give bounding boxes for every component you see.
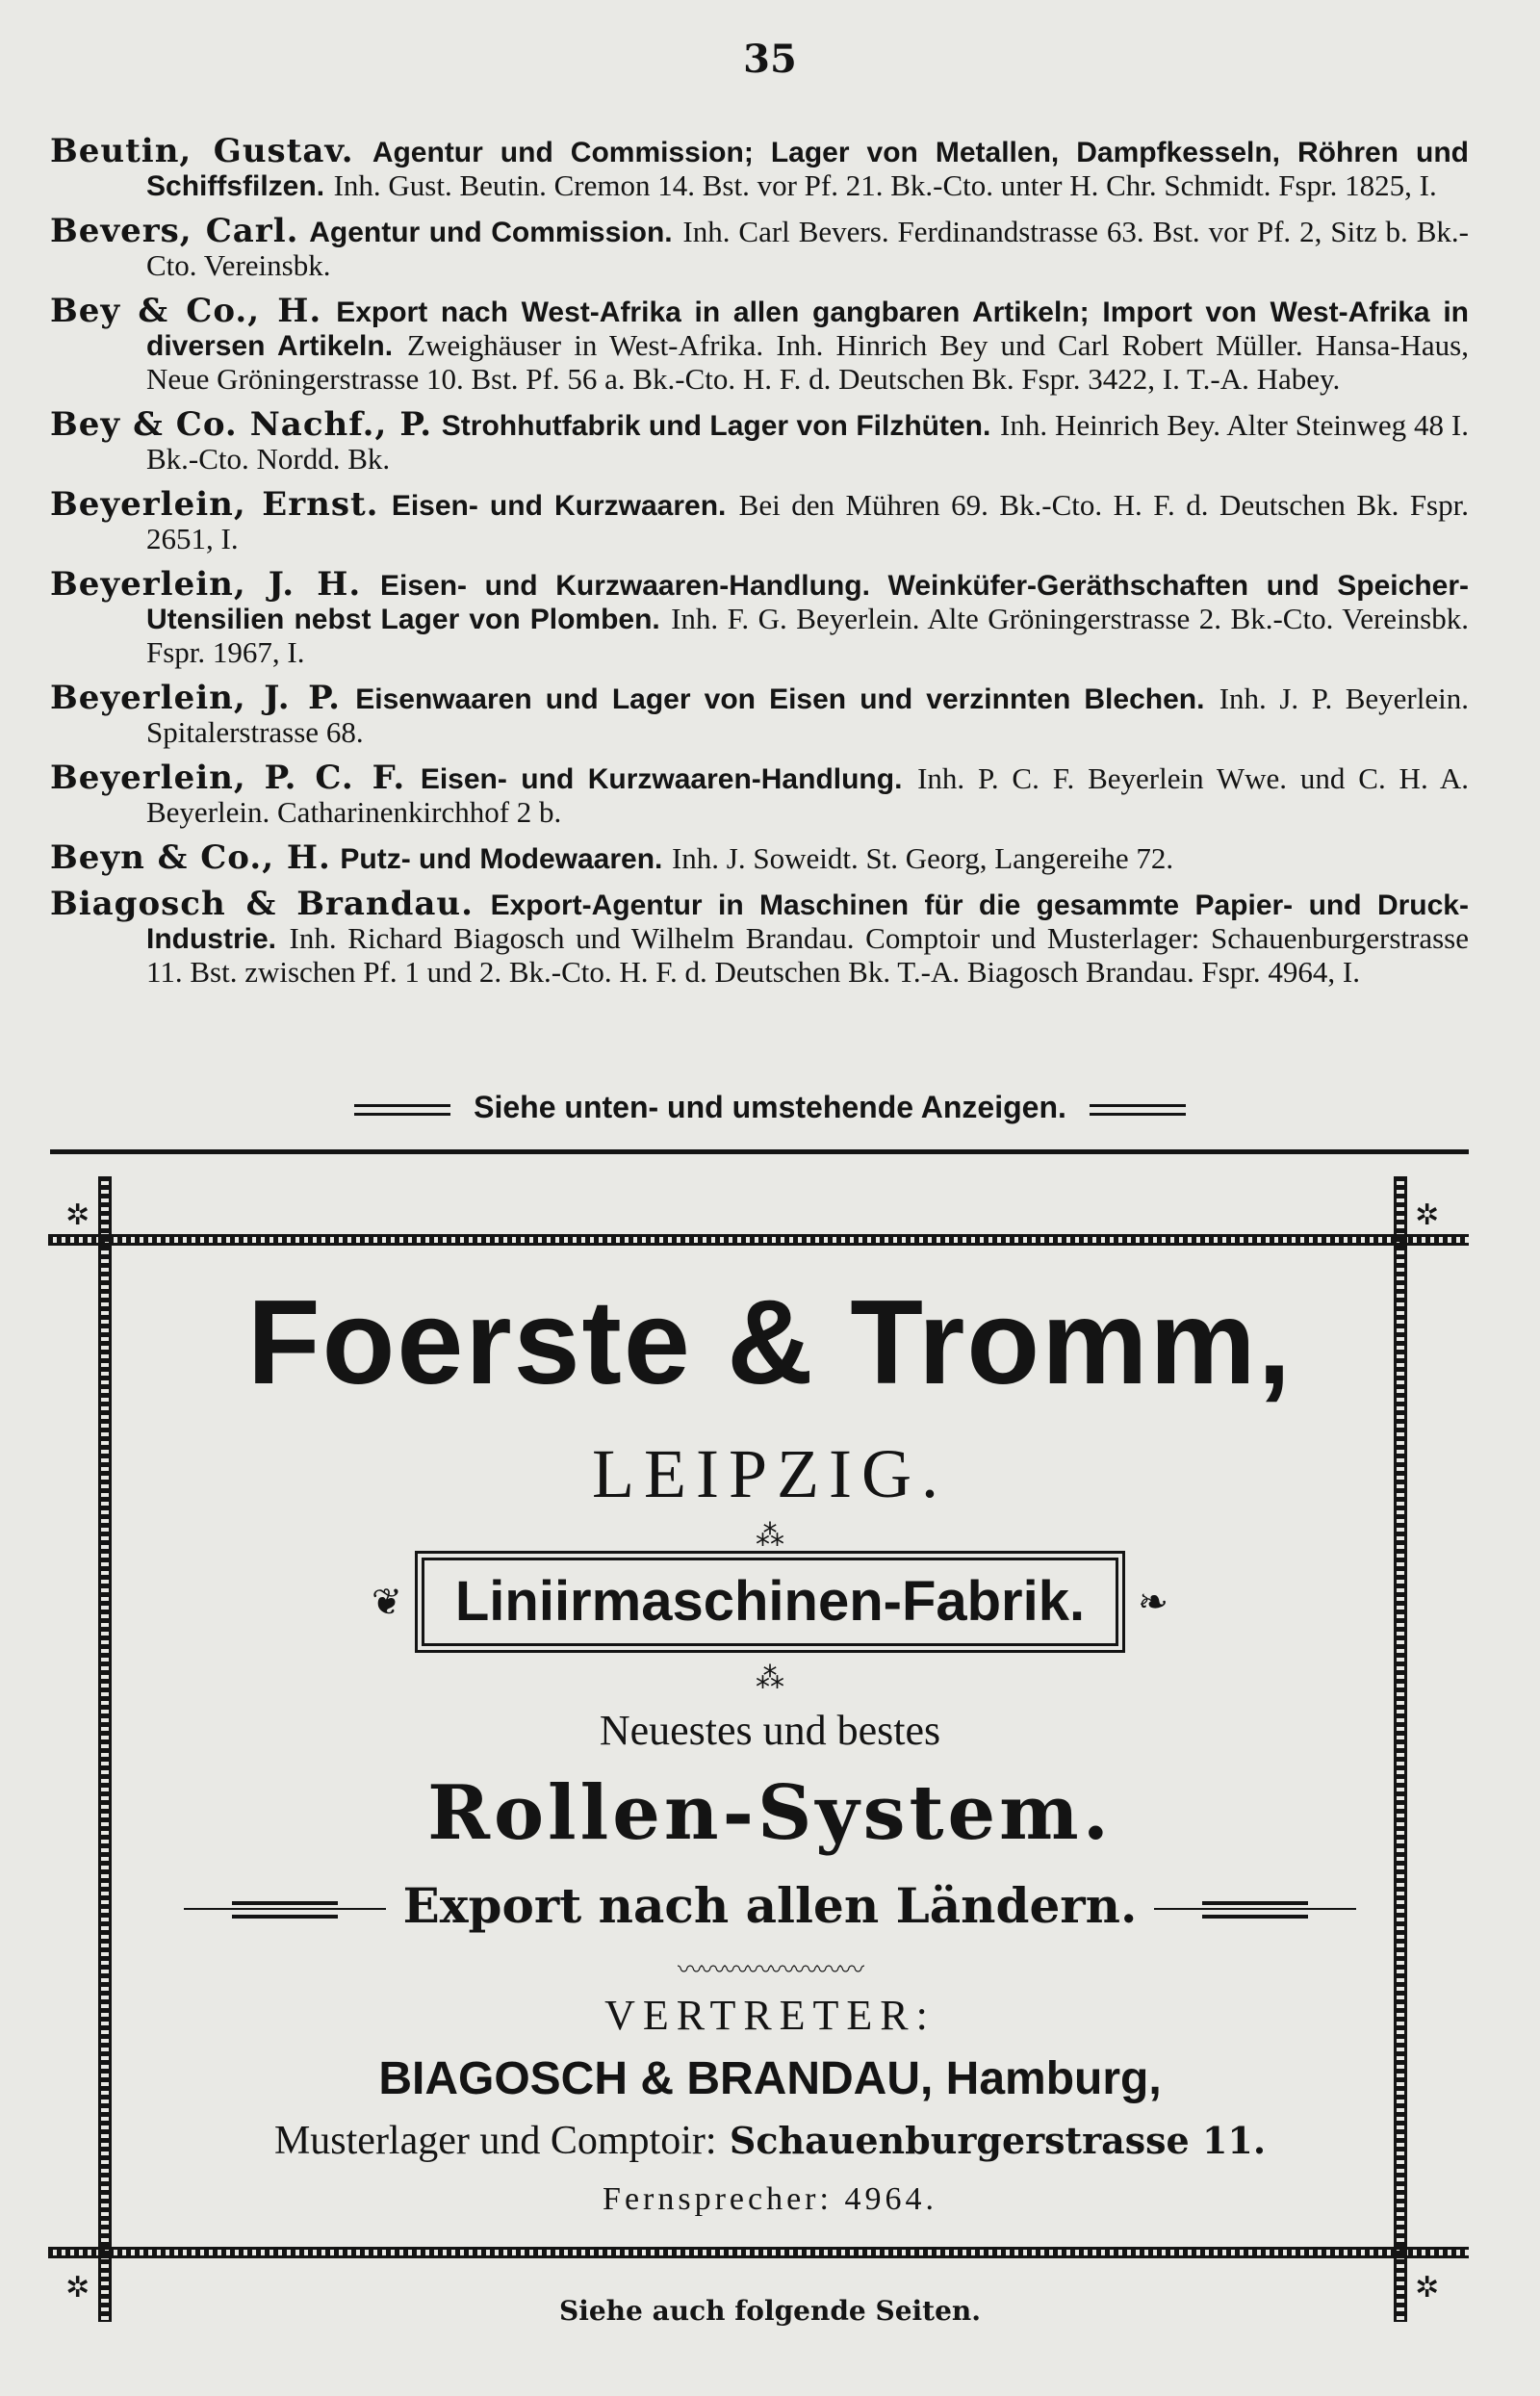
entry-details: Inh. Gust. Beutin. Cremon 14. Bst. vor Pf. 21. Bk.-Cto. unter H. Chr. Schmidt. Fspr. 1825, I. bbox=[333, 168, 1437, 202]
entry-details: Inh. F. G. Beyerlein. Alte Gröningerstrasse 2. Bk.-Cto. Vereinsbk. Fspr. 1967, I. bbox=[146, 602, 1469, 669]
entry-name: Beyerlein, J. P. bbox=[50, 679, 341, 717]
directory-entry bbox=[50, 838, 1469, 877]
entry-business: Export nach West-Afrika in allen gangbaren Artikeln; Import von West-Afrika in diversen Artikeln. bbox=[146, 296, 1469, 362]
entry-name: Beutin, Gustav. bbox=[50, 132, 354, 170]
ad-representative-name: BIAGOSCH & BRANDAU, Hamburg, bbox=[378, 2053, 1162, 2104]
section-divider bbox=[50, 1149, 1469, 1154]
entry-business: Putz- und Modewaaren. bbox=[340, 843, 663, 875]
ad-product-box: Liniirmaschinen-Fabrik. bbox=[422, 1558, 1118, 1646]
entry-details: Inh. P. C. F. Beyerlein Wwe. und C. H. A. Beyerlein. Catharinenkirchhof 2 b. bbox=[146, 761, 1469, 829]
flourish-ornament-icon: ⁂ bbox=[756, 1519, 784, 1553]
footer-note: Siehe auch folgende Seiten. bbox=[558, 2295, 982, 2327]
entry-business: Agentur und Commission; Lager von Metallen, Dampfkesseln, Röhren und Schiffsfilzen. bbox=[146, 137, 1469, 202]
entry-business: Agentur und Commission. bbox=[309, 217, 673, 248]
entry-name: Bey & Co. Nachf., P. bbox=[50, 405, 433, 444]
directory-entry bbox=[50, 679, 1469, 750]
entry-business: Export-Agentur in Maschinen für die gesammte Papier- und Druck-Industrie. bbox=[146, 889, 1469, 955]
scroll-ornament-icon: ❧ bbox=[1138, 1581, 1168, 1623]
ad-company-name: Foerste & Tromm, bbox=[246, 1276, 1294, 1409]
product-box-row bbox=[0, 1558, 1540, 1654]
entry-name: Bevers, Carl. bbox=[50, 212, 299, 250]
ad-system-name: Rollen-System. bbox=[427, 1769, 1113, 1857]
double-rule-left bbox=[354, 1104, 450, 1116]
directory-entry bbox=[50, 405, 1469, 477]
entry-business: Eisen- und Kurzwaaren-Handlung. Weinküfer-Geräthschaften und Speicher-Utensilien nebst Lager von Plomben. bbox=[146, 570, 1469, 635]
frame-bottom-border bbox=[48, 2247, 1469, 2258]
entry-details: Inh. Richard Biagosch und Wilhelm Brandau. Comptoir und Musterlager: Schauenburgerstrasse 11. Bst. zwischen Pf. 1 und 2. Bk.-Cto. H. F. d. Deutschen Bk. T.-A. Biagosch Brandau. Fspr. 4964, I. bbox=[146, 921, 1469, 989]
ad-representative-label: VERTRETER: bbox=[604, 1992, 936, 2039]
directory-entry bbox=[50, 292, 1469, 397]
entry-name: Beyerlein, Ernst. bbox=[50, 485, 379, 524]
entry-name: Beyerlein, J. H. bbox=[50, 565, 362, 604]
entry-business: Eisenwaaren und Lager von Eisen und verzinnten Blechen. bbox=[355, 683, 1205, 715]
entry-business: Eisen- und Kurzwaaren-Handlung. bbox=[420, 763, 903, 795]
entry-name: Beyn & Co., H. bbox=[50, 838, 331, 877]
entry-details: Inh. J. P. Beyerlein. Spitalerstrasse 68. bbox=[146, 682, 1469, 749]
directory-entry bbox=[50, 761, 1469, 830]
corner-ornament-icon: ✲ bbox=[1415, 1198, 1440, 1232]
directory-entry bbox=[50, 565, 1469, 670]
entry-details: Inh. J. Soweidt. St. Georg, Langereihe 72. bbox=[671, 841, 1174, 875]
see-below-note bbox=[0, 1090, 1540, 1125]
entry-business: Eisen- und Kurzwaaren. bbox=[391, 490, 727, 522]
corner-ornament-icon: ✲ bbox=[1415, 2271, 1440, 2305]
entry-name: Bey & Co., H. bbox=[50, 292, 322, 330]
entry-details: Inh. Carl Bevers. Ferdinandstrasse 63. Bst. vor Pf. 2, Sitz b. Bk.-Cto. Vereinsbk. bbox=[146, 215, 1469, 282]
entry-details: Bei den Mühren 69. Bk.-Cto. H. F. d. Deutschen Bk. Fspr. 2651, I. bbox=[146, 488, 1469, 555]
directory-entry bbox=[50, 132, 1469, 203]
page-number: 35 bbox=[743, 37, 797, 82]
flourish-ornament-icon: ⁂ bbox=[756, 1662, 784, 1695]
ad-address: Schauenburgerstrasse 11. bbox=[729, 2119, 1267, 2162]
ad-export-line bbox=[0, 1877, 1540, 1934]
corner-ornament-icon: ✲ bbox=[65, 2271, 90, 2305]
ad-address-label: Musterlager und Comptoir: bbox=[273, 2119, 717, 2163]
directory-entries bbox=[50, 132, 1469, 1001]
entry-name: Beyerlein, P. C. F. bbox=[50, 759, 406, 797]
triple-rule-right bbox=[1154, 1899, 1356, 1920]
ad-tagline: Neuestes und bestes bbox=[599, 1707, 941, 1754]
entry-details: Inh. Heinrich Bey. Alter Steinweg 48 I. Bk.-Cto. Nordd. Bk. bbox=[146, 408, 1469, 476]
directory-entry bbox=[50, 485, 1469, 556]
double-rule-right bbox=[1090, 1104, 1186, 1116]
wavy-divider: 〰〰〰〰〰〰〰〰 bbox=[677, 1956, 862, 1985]
ad-address-line bbox=[0, 2116, 1540, 2164]
frame-top-border bbox=[48, 1234, 1469, 1246]
see-below-text: Siehe unten- und umstehende Anzeigen. bbox=[474, 1090, 1066, 1124]
entry-name: Biagosch & Brandau. bbox=[50, 885, 474, 923]
corner-ornament-icon: ✲ bbox=[65, 1198, 90, 1232]
entry-business: Strohhutfabrik und Lager von Filzhüten. bbox=[441, 410, 991, 442]
ad-phone: Fernsprecher: 4964. bbox=[603, 2181, 937, 2217]
triple-rule-left bbox=[184, 1899, 386, 1920]
ad-city: LEIPZIG. bbox=[592, 1435, 948, 1512]
ad-export-text: Export nach allen Ländern. bbox=[402, 1877, 1138, 1934]
entry-details: Zweighäuser in West-Afrika. Inh. Hinrich Bey und Carl Robert Müller. Hansa-Haus, Neue Gröningerstrasse 10. Bst. Pf. 56 a. Bk.-Cto. H. F. d. Deutschen Bk. Fspr. 3422, I. T.-A. Habey. bbox=[146, 328, 1469, 396]
directory-entry bbox=[50, 212, 1469, 283]
scroll-ornament-icon: ❦ bbox=[372, 1581, 402, 1623]
directory-entry bbox=[50, 885, 1469, 990]
